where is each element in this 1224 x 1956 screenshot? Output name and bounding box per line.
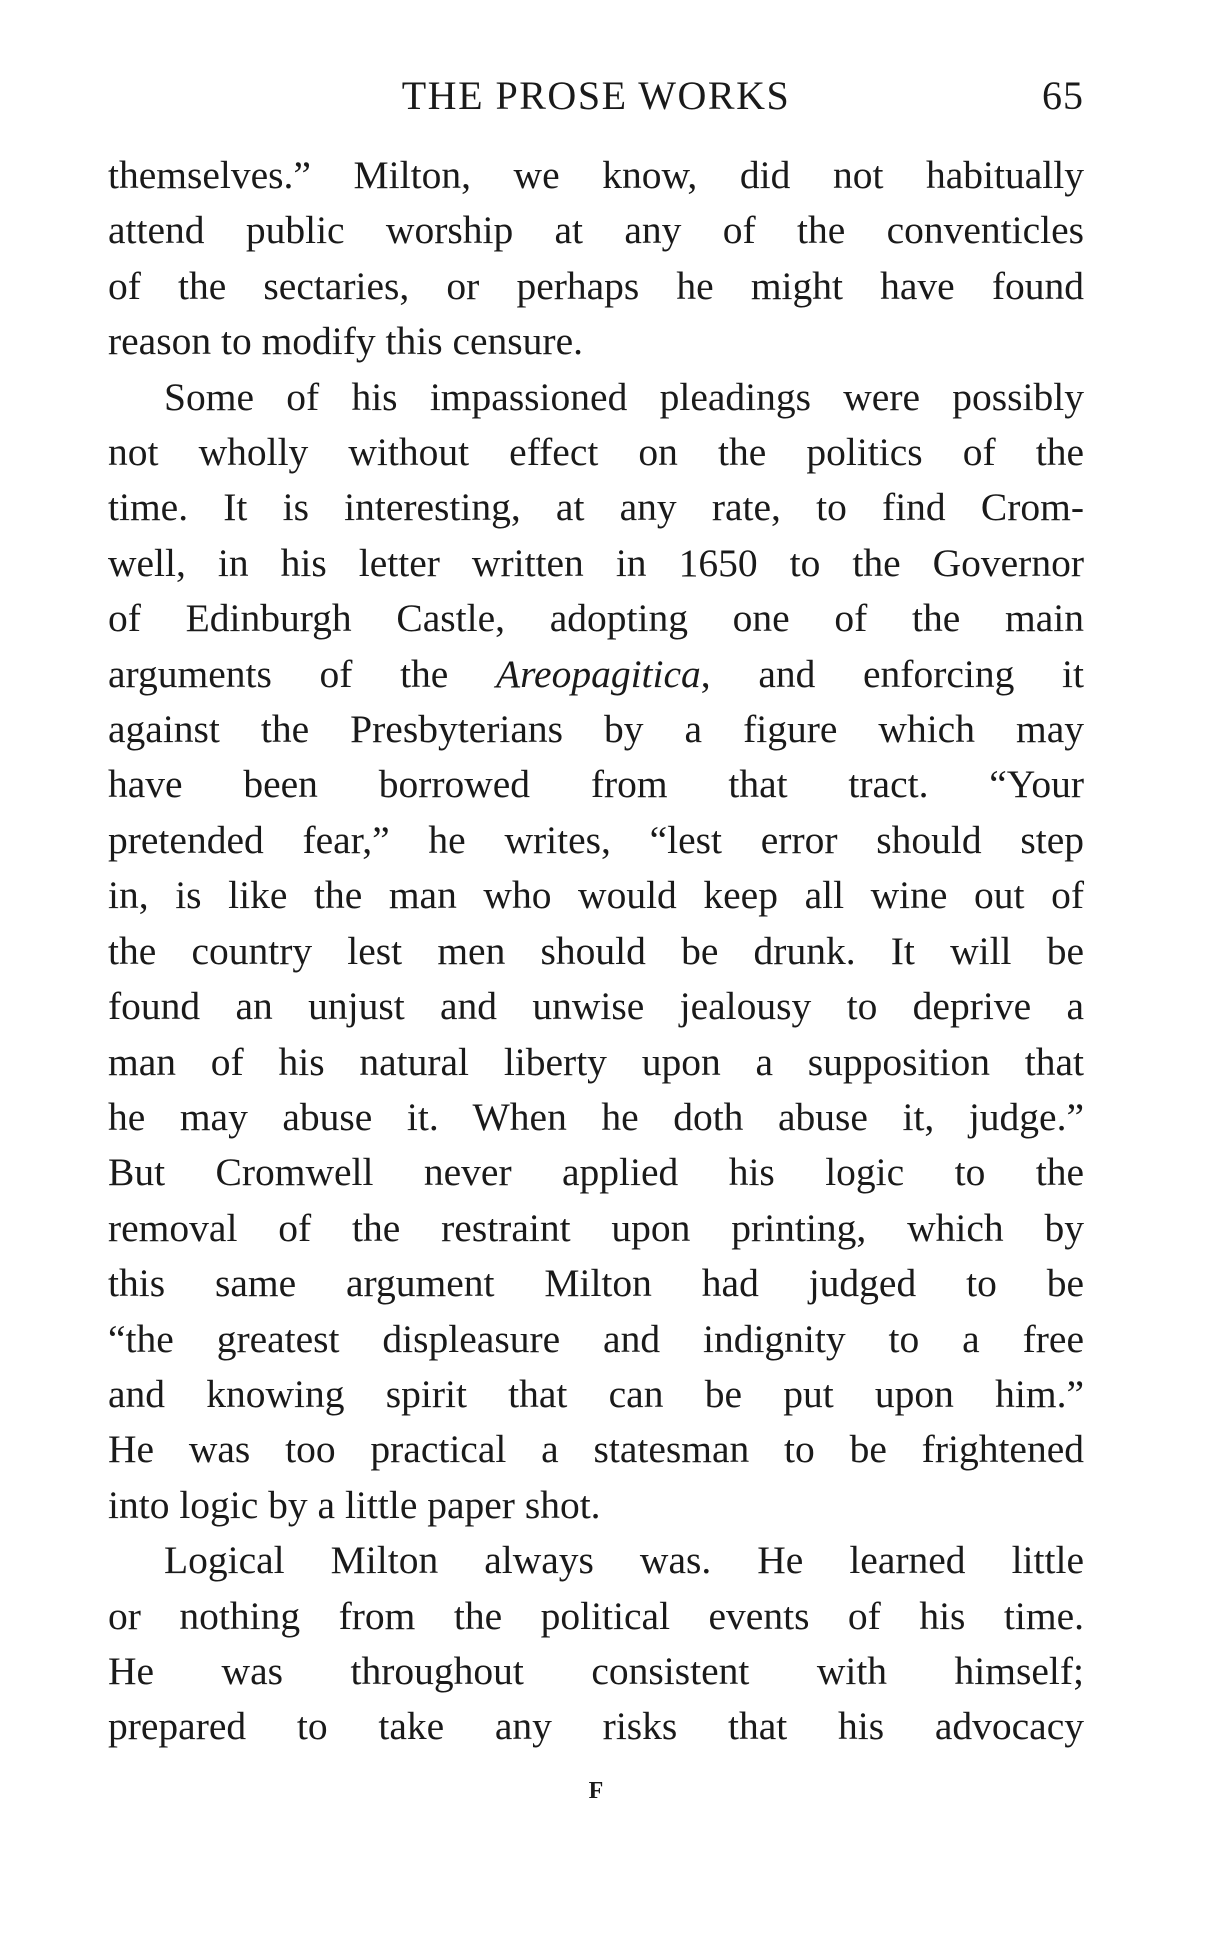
text-line: not wholly without effect on the politics of the — [108, 430, 1084, 475]
text-line: or nothing from the political events of his time. — [108, 1593, 1084, 1638]
text-line: man of his natural liberty upon a supposition that — [108, 1039, 1084, 1084]
text-line: But Cromwell never applied his logic to the — [108, 1150, 1084, 1195]
text-line: the country lest men should be drunk. It will be — [108, 928, 1084, 973]
text-line: of Edinburgh Castle, adopting one of the main — [108, 596, 1084, 641]
text-line: have been borrowed from that tract. “Your — [108, 762, 1084, 807]
text-line: this same argument Milton had judged to be — [108, 1261, 1084, 1306]
page-number: 65 — [1042, 73, 1084, 118]
text-line: and knowing spirit that can be put upon him.” — [108, 1371, 1084, 1416]
text-line: removal of the restraint upon printing, which by — [108, 1205, 1084, 1250]
paragraph-1 — [108, 148, 1084, 370]
running-head — [108, 72, 1084, 128]
text-line: of the sectaries, or perhaps he might have found — [108, 263, 1084, 308]
text-line: He was too practical a statesman to be frightened — [108, 1427, 1084, 1472]
text-line: time. It is interesting, at any rate, to find Crom- — [108, 485, 1084, 530]
text-line: well, in his letter written in 1650 to the Governor — [108, 540, 1084, 585]
text-line: against the Presbyterians by a figure which may — [108, 707, 1084, 752]
paragraph-3 — [108, 1533, 1084, 1755]
signature-mark: F — [588, 1778, 604, 1804]
text-line: “the greatest displeasure and indignity to a free — [108, 1316, 1084, 1361]
text-line: he may abuse it. When he doth abuse it, judge.” — [108, 1094, 1084, 1139]
body-text — [108, 148, 1084, 1755]
paragraph-2 — [108, 370, 1084, 1534]
text-line: Some of his impassioned pleadings were possibly — [164, 374, 1084, 419]
book-page — [108, 72, 1084, 1912]
text-line: He was throughout consistent with himself; — [108, 1648, 1084, 1693]
text-line: reason to modify this censure. — [108, 319, 583, 364]
text-line: found an unjust and unwise jealousy to deprive a — [108, 984, 1084, 1029]
book-title-italic: Areopagitica — [496, 651, 701, 696]
text-line: themselves.” Milton, we know, did not habitually — [108, 153, 1084, 197]
text-line: prepared to take any risks that his advocacy — [108, 1704, 1084, 1749]
text-line: Logical Milton always was. He learned little — [164, 1538, 1084, 1583]
text-line: pretended fear,” he writes, “lest error should step — [108, 817, 1084, 862]
text-line: into logic by a little paper shot. — [108, 1482, 601, 1527]
running-title: THE PROSE WORKS — [401, 73, 791, 118]
text-line: in, is like the man who would keep all wine out of — [108, 873, 1084, 918]
text-line: attend public worship at any of the conventicles — [108, 208, 1084, 253]
text-line: arguments of the Areopagitica, and enforcing it — [108, 651, 1084, 696]
